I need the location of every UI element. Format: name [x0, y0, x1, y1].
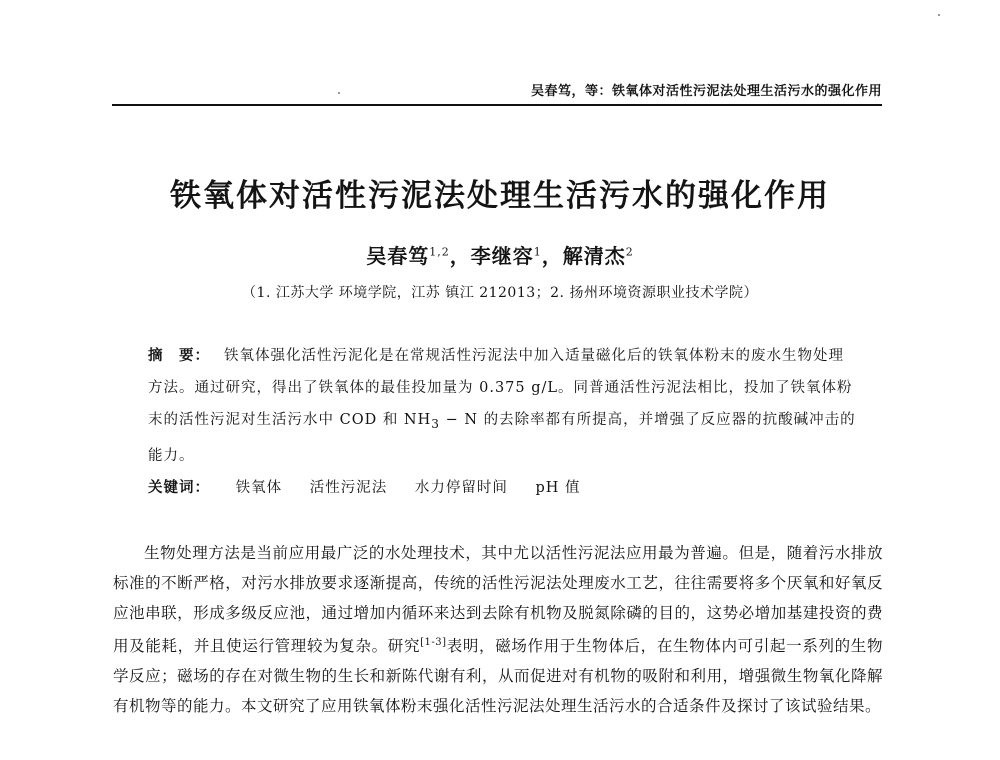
keywords: [148, 476, 858, 497]
citation-ref: [1-3]: [420, 637, 447, 648]
keyword: 水力停留时间: [414, 480, 508, 496]
keyword: 铁氧体: [235, 480, 283, 496]
keywords-label: 关键词：: [148, 479, 210, 496]
author-affil-mark: 2: [625, 245, 634, 259]
body-text: 生物处理方法是当前应用最广泛的水处理技术，其中尤以活性污泥法应用最为普遍。但是，随着污水排放标准的不断严格，对污水排放要求逐渐提高，传统的活性污泥法处理废水工艺，往往需要将多个厌氧和好氧反应池串联，形成多级反应池，通过增加内循环来达到去除有机物及脱氮除磷的目的，这势必增加基建投资的费用及能耗，并且使运行管理较为复杂。研究: [113, 544, 883, 656]
scan-speck: [938, 14, 940, 16]
author-name: 吴春笃: [366, 244, 430, 268]
body-text-cont: 表明，磁场作用于生物体后，在生物体内可引起一系列的生物学反应；磁场的存在对微生物的生长和新陈代谢有利，从而促进对有机物的吸附和利用，增强微生物氧化降解有机物等的能力。本文研究了应用铁氧体粉末强化活性污泥法处理生活污水的合适条件及探讨了该试验结果。: [113, 637, 883, 716]
abstract-subscript: 3: [431, 416, 440, 431]
running-head: 吴春笃，等：铁氧体对活性污泥法处理生活污水的强化作用: [530, 84, 882, 99]
author-separator: ，: [449, 244, 471, 268]
abstract-text-cont: − N 的去除率都有所提高，并增强了反应器的抗酸碱冲击的能力。: [148, 412, 856, 464]
author-name: 解清杰: [562, 244, 626, 268]
author-affil-mark: 1,2: [429, 245, 450, 259]
abstract-label: 摘 要：: [148, 347, 210, 364]
abstract-text: 铁氧体强化活性污泥化是在常规活性污泥法中加入适量磁化后的铁氧体粉末的废水生物处理方法。通过研究，得出了铁氧体的最佳投加量为 0.375 g/L。同普通活性污泥法相比，投加了铁氧体粉末的活性污泥对生活污水中 COD 和 NH: [148, 348, 853, 428]
abstract: [148, 340, 858, 472]
affiliation: （1. 江苏大学 环境学院，江苏 镇江 212013；2. 扬州环境资源职业技术学院）: [242, 285, 758, 301]
paper-title: 铁氧体对活性污泥法处理生活污水的强化作用: [170, 178, 830, 214]
keyword: pH 值: [535, 480, 581, 496]
author-line: [0, 240, 1000, 269]
author-separator: ，: [541, 244, 563, 268]
body-paragraph: [113, 538, 883, 721]
keyword: 活性污泥法: [309, 480, 388, 496]
header-rule: [112, 104, 882, 106]
author-affil-mark: 1: [533, 245, 542, 259]
author-name: 李继容: [470, 244, 534, 268]
